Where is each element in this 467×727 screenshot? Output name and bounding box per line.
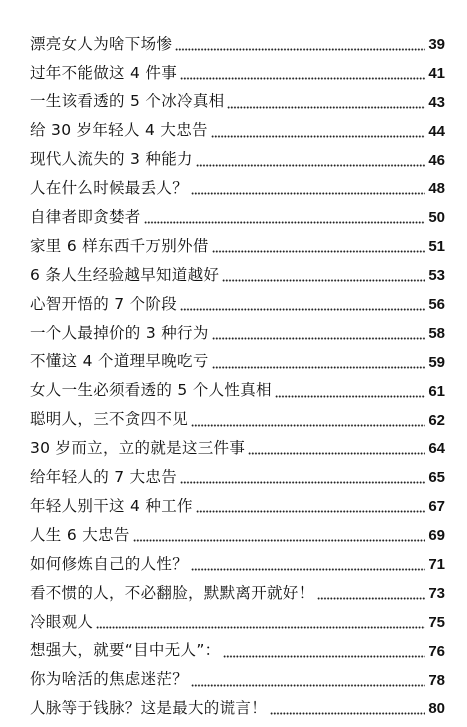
dot-leader	[212, 337, 425, 340]
dot-leader	[175, 48, 425, 51]
dot-leader	[223, 655, 425, 658]
toc-entry[interactable]	[30, 30, 445, 59]
toc-entry-title: 想强大，就要“目中无人”：	[30, 641, 221, 660]
toc-entry-page: 64	[428, 440, 445, 458]
toc-entry-title: 给年轻人的 7 大忠告	[30, 468, 178, 487]
toc-entry[interactable]	[30, 434, 445, 463]
dot-leader	[270, 712, 425, 715]
toc-entry-page: 80	[428, 700, 445, 718]
toc-entry-title: 一个人最掉价的 3 种行为	[30, 323, 209, 342]
dot-leader	[222, 279, 425, 282]
toc-entry[interactable]	[30, 88, 445, 117]
toc-entry-title: 人生 6 大忠告	[30, 525, 130, 544]
toc-entry-page: 65	[428, 469, 445, 487]
toc-entry-page: 39	[428, 35, 445, 53]
dot-leader	[144, 221, 425, 224]
dot-leader	[211, 135, 425, 138]
toc-entry[interactable]	[30, 348, 445, 377]
dot-leader	[275, 395, 425, 398]
toc-entry[interactable]	[30, 146, 445, 175]
dot-leader	[196, 510, 425, 513]
toc-entry-title: 现代人流失的 3 种能力	[30, 150, 193, 169]
toc-entry-title: 人在什么时候最丢人？	[30, 179, 189, 198]
table-of-contents	[30, 30, 445, 723]
toc-entry[interactable]	[30, 59, 445, 88]
toc-entry-title: 一生该看透的 5 个冰冷真相	[30, 92, 225, 111]
dot-leader	[180, 308, 425, 311]
dot-leader	[133, 539, 425, 542]
toc-entry-title: 给 30 岁年轻人 4 大忠告	[30, 121, 208, 140]
toc-entry-page: 61	[428, 382, 445, 400]
dot-leader	[317, 597, 425, 600]
toc-entry[interactable]	[30, 608, 445, 637]
toc-entry-page: 69	[428, 527, 445, 545]
toc-entry-title: 6 条人生经验越早知道越好	[30, 265, 220, 284]
toc-entry-page: 50	[428, 209, 445, 227]
toc-entry-page: 43	[428, 93, 445, 111]
toc-entry-title: 冷眼观人	[30, 612, 94, 631]
toc-entry[interactable]	[30, 666, 445, 695]
toc-entry[interactable]	[30, 117, 445, 146]
toc-entry-title: 如何修炼自己的人性？	[30, 554, 189, 573]
toc-entry-page: 75	[428, 613, 445, 631]
dot-leader	[191, 424, 425, 427]
toc-entry-page: 78	[428, 671, 445, 689]
toc-entry[interactable]	[30, 579, 445, 608]
toc-entry[interactable]	[30, 377, 445, 406]
toc-entry-page: 76	[428, 642, 445, 660]
dot-leader	[96, 626, 425, 629]
toc-entry-title: 自律者即贪婪者	[30, 208, 141, 227]
toc-entry-page: 53	[428, 267, 445, 285]
toc-entry[interactable]	[30, 203, 445, 232]
dot-leader	[248, 452, 425, 455]
toc-entry-title: 家里 6 样东西千万别外借	[30, 236, 209, 255]
dot-leader	[180, 481, 425, 484]
toc-entry[interactable]	[30, 550, 445, 579]
toc-entry[interactable]	[30, 174, 445, 203]
toc-entry-page: 67	[428, 498, 445, 516]
toc-entry[interactable]	[30, 406, 445, 435]
toc-entry-title: 过年不能做这 4 件事	[30, 63, 178, 82]
dot-leader	[191, 684, 425, 687]
toc-entry[interactable]	[30, 261, 445, 290]
toc-entry-page: 41	[428, 64, 445, 82]
toc-entry-title: 看不惯的人，不必翻脸，默默离开就好！	[30, 583, 315, 602]
toc-entry-title: 你为啥活的焦虑迷茫？	[30, 670, 189, 689]
toc-entry-title: 30 岁而立，立的就是这三件事	[30, 439, 246, 458]
toc-entry-page: 73	[428, 584, 445, 602]
dot-leader	[196, 164, 425, 167]
toc-entry-page: 56	[428, 295, 445, 313]
toc-entry[interactable]	[30, 290, 445, 319]
dot-leader	[212, 250, 425, 253]
toc-entry-title: 漂亮女人为啥下场惨	[30, 34, 173, 53]
dot-leader	[180, 77, 425, 80]
toc-entry-page: 59	[428, 353, 445, 371]
toc-entry-page: 44	[428, 122, 445, 140]
toc-entry[interactable]	[30, 637, 445, 666]
dot-leader	[191, 192, 425, 195]
toc-entry-title: 人脉等于钱脉？这是最大的谎言！	[30, 699, 268, 718]
toc-entry[interactable]	[30, 463, 445, 492]
toc-entry-page: 71	[428, 555, 445, 573]
toc-entry[interactable]	[30, 521, 445, 550]
toc-entry-title: 女人一生必须看透的 5 个人性真相	[30, 381, 272, 400]
toc-entry[interactable]	[30, 319, 445, 348]
dot-leader	[212, 366, 425, 369]
toc-entry-title: 心智开悟的 7 个阶段	[30, 294, 178, 313]
toc-entry-page: 62	[428, 411, 445, 429]
toc-entry-title: 不懂这 4 个道理早晚吃亏	[30, 352, 209, 371]
toc-entry[interactable]	[30, 492, 445, 521]
toc-entry-page: 48	[428, 180, 445, 198]
toc-entry-page: 46	[428, 151, 445, 169]
toc-entry-title: 年轻人别干这 4 种工作	[30, 496, 193, 515]
dot-leader	[191, 568, 425, 571]
dot-leader	[227, 106, 425, 109]
toc-entry-page: 58	[428, 324, 445, 342]
toc-entry[interactable]	[30, 232, 445, 261]
toc-entry-title: 聪明人，三不贪四不见	[30, 410, 189, 429]
toc-entry-page: 51	[428, 238, 445, 256]
toc-entry[interactable]	[30, 694, 445, 723]
